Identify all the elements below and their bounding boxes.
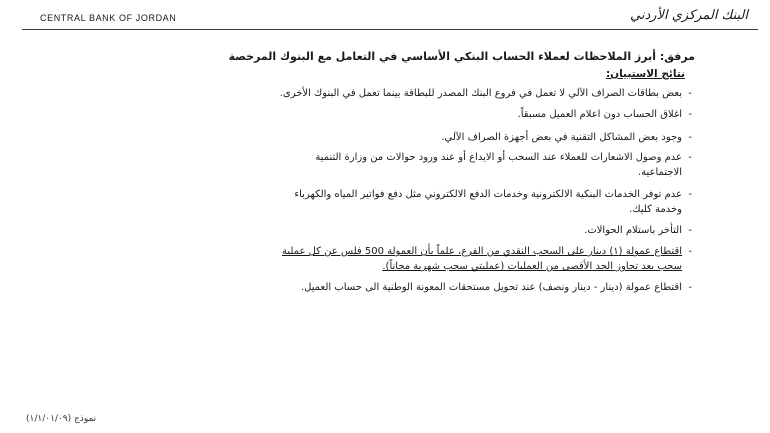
list-item-text: عدم وصول الاشعارات للعملاء عند السحب أو الايداع أو عند ورود حوالات من وزارة التنمية bbox=[315, 152, 682, 163]
list-item-continuation: وخدمة كليك. bbox=[629, 204, 682, 215]
list-item bbox=[92, 244, 692, 274]
list-item-continuation: الاجتماعية. bbox=[637, 167, 682, 178]
list-item bbox=[92, 187, 692, 217]
list-item-continuation: سحب بعد تجاوز الحد الأقصى من العمليات (عمليتي سحب شهرية مجاناً). bbox=[382, 261, 682, 272]
list-item-text: التأخر باستلام الحوالات. bbox=[584, 225, 682, 236]
findings-list bbox=[92, 84, 692, 295]
list-item bbox=[92, 223, 692, 238]
list-item-text: عدم توفر الخدمات البنكية الالكترونية وخدمات الدفع الالكتروني مثل دفع فواتير المياه والكهرباء bbox=[294, 189, 682, 200]
list-item bbox=[92, 86, 692, 101]
list-item bbox=[92, 280, 692, 295]
list-item-text: اقتطاع عمولة (١) دينار على السحب النقدي من الفرع، علماً بأن العمولة 500 فلس عن كل عملية bbox=[281, 246, 682, 257]
document-subtitle: نتائج الاستبيان: bbox=[605, 68, 685, 80]
document-title: مرفق: أبرز الملاحظات لعملاء الحساب البنكي الأساسي في التعامل مع البنوك المرخصة bbox=[228, 50, 695, 63]
list-item-text: وجود بعض المشاكل التقنية في بعض أجهزة الصراف الآلي. bbox=[441, 132, 682, 143]
header-english-name: CENTRAL BANK OF JORDAN bbox=[40, 13, 177, 23]
list-item-text: اغلاق الحساب دون اعلام العميل مسبقاً. bbox=[517, 109, 682, 120]
form-code: نموذج (١/١/٠١/٠٩) bbox=[26, 414, 97, 424]
header-arabic-name: البنك المركزي الأردني bbox=[630, 8, 748, 23]
list-item bbox=[92, 107, 692, 122]
list-item-text: بعض بطاقات الصراف الآلي لا تعمل في فروع البنك المصدر للبطاقة بينما تعمل في البنوك الأخرى. bbox=[279, 88, 682, 99]
list-item bbox=[92, 130, 692, 145]
header-divider bbox=[22, 29, 758, 30]
list-item bbox=[92, 150, 692, 180]
list-item-text: اقتطاع عمولة (دينار - دينار ونصف) عند تحويل مستحقات المعونة الوطنية الى حساب العميل. bbox=[300, 282, 682, 293]
